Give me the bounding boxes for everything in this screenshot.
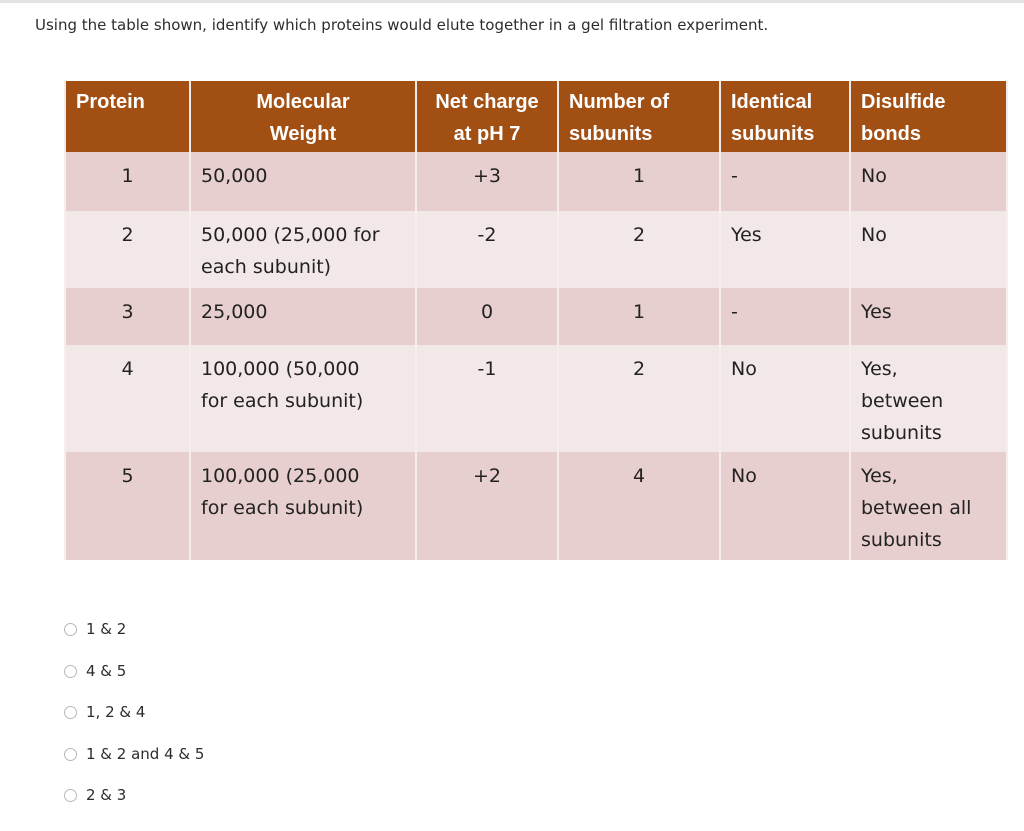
header-number-of-subunits: Number of subunits bbox=[558, 81, 720, 152]
table-row bbox=[65, 452, 1007, 560]
cell-net-charge: 0 bbox=[416, 288, 558, 345]
answer-option[interactable] bbox=[64, 660, 126, 682]
table-row bbox=[65, 345, 1007, 452]
cell-protein: 4 bbox=[65, 345, 190, 452]
cell-net-charge: +2 bbox=[416, 452, 558, 560]
top-divider bbox=[0, 0, 1024, 3]
cell-number-of-subunits: 2 bbox=[558, 211, 720, 288]
cell-molecular-weight: 100,000 (25,000 for each subunit) bbox=[190, 452, 416, 560]
cell-disulfide-bonds: Yes bbox=[850, 288, 1007, 345]
cell-protein: 1 bbox=[65, 152, 190, 211]
radio-button[interactable] bbox=[64, 623, 77, 636]
cell-disulfide-bonds: Yes, between subunits bbox=[850, 345, 1007, 452]
cell-disulfide-bonds: No bbox=[850, 211, 1007, 288]
answer-option[interactable] bbox=[64, 784, 126, 806]
cell-net-charge: -1 bbox=[416, 345, 558, 452]
cell-molecular-weight: 50,000 (25,000 for each subunit) bbox=[190, 211, 416, 288]
answer-option-label: 4 & 5 bbox=[86, 662, 127, 680]
cell-identical-subunits: No bbox=[720, 452, 850, 560]
table-header-row bbox=[65, 81, 1007, 152]
cell-molecular-weight: 50,000 bbox=[190, 152, 416, 211]
cell-identical-subunits: No bbox=[720, 345, 850, 452]
cell-disulfide-bonds: No bbox=[850, 152, 1007, 211]
answer-option-label: 2 & 3 bbox=[86, 786, 127, 804]
cell-identical-subunits: - bbox=[720, 288, 850, 345]
header-disulfide-bonds: Disulfide bonds bbox=[850, 81, 1007, 152]
header-protein: Protein bbox=[65, 81, 190, 152]
table-row bbox=[65, 211, 1007, 288]
answer-option[interactable] bbox=[64, 743, 204, 765]
cell-disulfide-bonds: Yes, between all subunits bbox=[850, 452, 1007, 560]
cell-identical-subunits: Yes bbox=[720, 211, 850, 288]
cell-number-of-subunits: 1 bbox=[558, 288, 720, 345]
cell-number-of-subunits: 2 bbox=[558, 345, 720, 452]
cell-protein: 2 bbox=[65, 211, 190, 288]
answer-option-label: 1 & 2 bbox=[86, 620, 127, 638]
header-identical-subunits: Identical subunits bbox=[720, 81, 850, 152]
radio-button[interactable] bbox=[64, 748, 77, 761]
cell-molecular-weight: 100,000 (50,000 for each subunit) bbox=[190, 345, 416, 452]
answer-option[interactable] bbox=[64, 618, 126, 640]
table-row bbox=[65, 288, 1007, 345]
table-row bbox=[65, 152, 1007, 211]
cell-net-charge: -2 bbox=[416, 211, 558, 288]
question-text: Using the table shown, identify which proteins would elute together in a gel filtration experiment. bbox=[35, 16, 769, 34]
protein-properties-table bbox=[64, 81, 1008, 560]
header-molecular-weight: Molecular Weight bbox=[190, 81, 416, 152]
radio-button[interactable] bbox=[64, 665, 77, 678]
cell-net-charge: +3 bbox=[416, 152, 558, 211]
answer-option-label: 1, 2 & 4 bbox=[86, 703, 146, 721]
cell-number-of-subunits: 4 bbox=[558, 452, 720, 560]
radio-button[interactable] bbox=[64, 789, 77, 802]
cell-protein: 3 bbox=[65, 288, 190, 345]
cell-molecular-weight: 25,000 bbox=[190, 288, 416, 345]
radio-button[interactable] bbox=[64, 706, 77, 719]
header-net-charge: Net charge at pH 7 bbox=[416, 81, 558, 152]
answer-option[interactable] bbox=[64, 701, 145, 723]
cell-number-of-subunits: 1 bbox=[558, 152, 720, 211]
answer-option-label: 1 & 2 and 4 & 5 bbox=[86, 745, 205, 763]
cell-protein: 5 bbox=[65, 452, 190, 560]
cell-identical-subunits: - bbox=[720, 152, 850, 211]
